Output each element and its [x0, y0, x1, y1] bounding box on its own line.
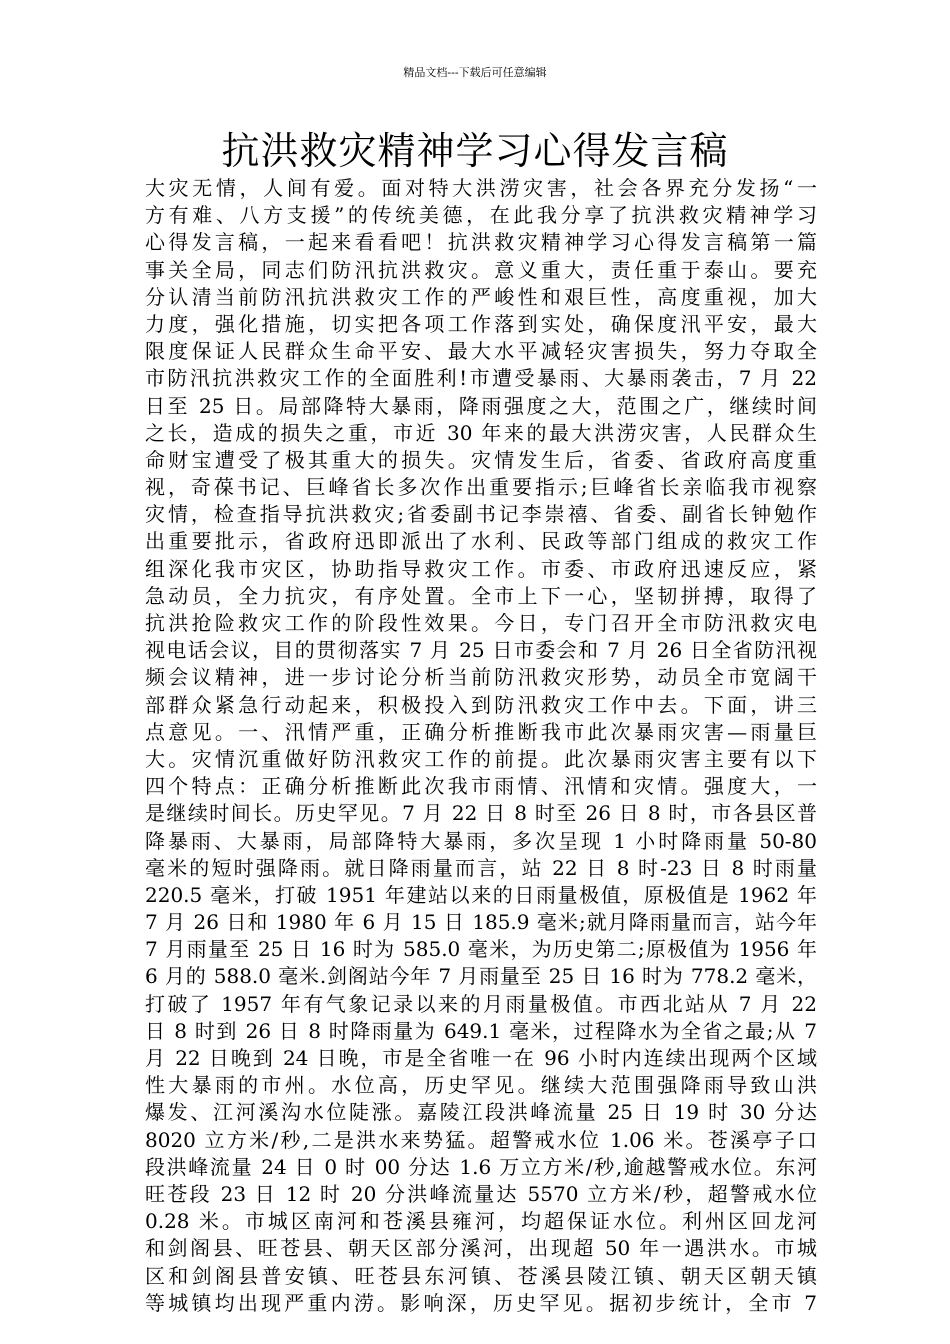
body-text-line: 段洪峰流量 24 日 0 时 00 分达 1.6 万立方米/秒,逾越警戒水位。东河	[145, 1154, 817, 1179]
body-text-line: 月 22 日晚到 24 日晚，市是全省唯一在 96 小时内连续出现两个区域	[145, 1046, 817, 1070]
body-text-line: 视电话会议，目的贯彻落实 7 月 25 日市委会和 7 月 26 日全省防汛视	[145, 638, 817, 663]
body-text-line: 爆发、江河溪沟水位陡涨。嘉陵江段洪峰流量 25 日 19 时 30 分达	[145, 1100, 817, 1125]
body-text-line: 抗洪抢险救灾工作的阶段性效果。今日，专门召开全市防汛救灾电	[145, 611, 817, 635]
body-text-line: 等城镇均出现严重内涝。影响深，历史罕见。据初步统计，全市 7	[145, 1290, 817, 1315]
document-title: 抗洪救灾精神学习心得发言稿	[221, 129, 729, 173]
body-text-line: 点意见。一、汛情严重，正确分析推断我市此次暴雨灾害—雨量巨	[145, 719, 817, 744]
body-text-line: 6 月的 588.0 毫米.剑阁站今年 7 月雨量至 25 日 16 时为 778.2 毫米，	[145, 964, 817, 989]
body-text-line: 力度，强化措施，切实把各项工作落到实处，确保度汛平安，最大	[145, 311, 817, 336]
body-text-line: 组深化我市灾区，协助指导救灾工作。市委、市政府迅速反应，紧	[145, 556, 817, 581]
body-text-line: 命财宝遭受了极其重大的损失。灾情发生后，省委、省政府高度重	[145, 447, 817, 472]
body-text-line: 限度保证人民群众生命平安、最大水平减轻灾害损失，努力夺取全	[145, 339, 817, 364]
body-text-line: 视，奇葆书记、巨峰省长多次作出重要指示;巨峰省长亲临我市视察	[145, 475, 817, 500]
body-text-line: 毫米的短时强降雨。就日降雨量而言，站 22 日 8 时-23 日 8 时雨量	[145, 855, 817, 880]
body-text-line: 区和剑阁县普安镇、旺苍县东河镇、苍溪县陵江镇、朝天区朝天镇	[145, 1263, 817, 1288]
body-text-line: 分认清当前防汛抗洪救灾工作的严峻性和艰巨性，高度重视，加大	[145, 284, 817, 309]
body-text-line: 四个特点：正确分析推断此次我市雨情、汛情和灾情。强度大，一	[145, 774, 817, 799]
body-text-line: 降暴雨、大暴雨，局部降特大暴雨，多次呈现 1 小时降雨量 50-80	[145, 828, 817, 853]
header-note: 精品文档---下载后可任意编辑	[403, 66, 547, 79]
body-text-line: 出重要批示，省政府迅即派出了水利、民政等部门组成的救灾工作	[145, 529, 817, 554]
body-text-line: 频会议精神，进一步讨论分析当前防汛救灾形势，动员全市宽阔干	[145, 665, 817, 690]
body-text-line: 部群众紧急行动起来，积极投入到防汛救灾工作中去。下面，讲三	[145, 692, 817, 717]
body-text-line: 打破了 1957 年有气象记录以来的月雨量极值。市西北站从 7 月 22	[145, 991, 817, 1016]
document-body	[145, 175, 817, 1317]
body-text-line: 之长，造成的损失之重，市近 30 年来的最大洪涝灾害，人民群众生	[145, 420, 817, 445]
body-text-line: 日 8 时到 26 日 8 时降雨量为 649.1 毫米，过程降水为全省之最;从 7	[145, 1018, 817, 1043]
body-text-line: 急动员，全力抗灾，有序处置。全市上下一心，坚韧拼搏，取得了	[145, 583, 817, 608]
body-text-line: 0.28 米。市城区南河和苍溪县雍河，均超保证水位。利州区回龙河	[145, 1209, 817, 1234]
body-text-line: 性大暴雨的市州。水位高，历史罕见。继续大范围强降雨导致山洪	[145, 1073, 817, 1098]
body-text-line: 旺苍段 23 日 12 时 20 分洪峰流量达 5570 立方米/秒，超警戒水位	[145, 1181, 817, 1206]
body-text-line: 事关全局，同志们防汛抗洪救灾。意义重大，责任重于泰山。要充	[145, 257, 817, 282]
body-text-line: 7 月雨量至 25 日 16 时为 585.0 毫米，为历史第二;原极值为 1956 年	[145, 937, 817, 962]
body-text-line: 市防汛抗洪救灾工作的全面胜利!市遭受暴雨、大暴雨袭击，7 月 22	[145, 366, 817, 391]
body-text-line: 日至 25 日。局部降特大暴雨，降雨强度之大，范围之广，继续时间	[145, 393, 817, 418]
body-text-line: 8020 立方米/秒,二是洪水来势猛。超警戒水位 1.06 米。苍溪亭子口	[145, 1127, 817, 1152]
body-text-line: 灾情，检查指导抗洪救灾;省委副书记李崇禧、省委、副省长钟勉作	[145, 502, 817, 527]
body-text-line: 7 月 26 日和 1980 年 6 月 15 日 185.9 毫米;就月降雨量而言，站今年	[145, 910, 817, 935]
body-text-line: 大灾无情，人间有爱。面对特大洪涝灾害，社会各界充分发扬“一	[145, 176, 817, 200]
body-text-line: 大。灾情沉重做好防汛救灾工作的前提。此次暴雨灾害主要有以下	[145, 746, 817, 771]
body-text-line: 和剑阁县、旺苍县、朝天区部分溪河，出现超 50 年一遇洪水。市城	[145, 1236, 817, 1261]
body-text-line: 方有难、八方支援”的传统美德，在此我分享了抗洪救灾精神学习	[145, 203, 817, 228]
body-text-line: 220.5 毫米，打破 1951 年建站以来的日雨量极值，原极值是 1962 年	[145, 882, 817, 907]
body-text-line: 心得发言稿，一起来看看吧！抗洪救灾精神学习心得发言稿第一篇	[145, 230, 817, 255]
body-text-line: 是继续时间长。历史罕见。7 月 22 日 8 时至 26 日 8 时，市各县区普	[145, 801, 817, 826]
